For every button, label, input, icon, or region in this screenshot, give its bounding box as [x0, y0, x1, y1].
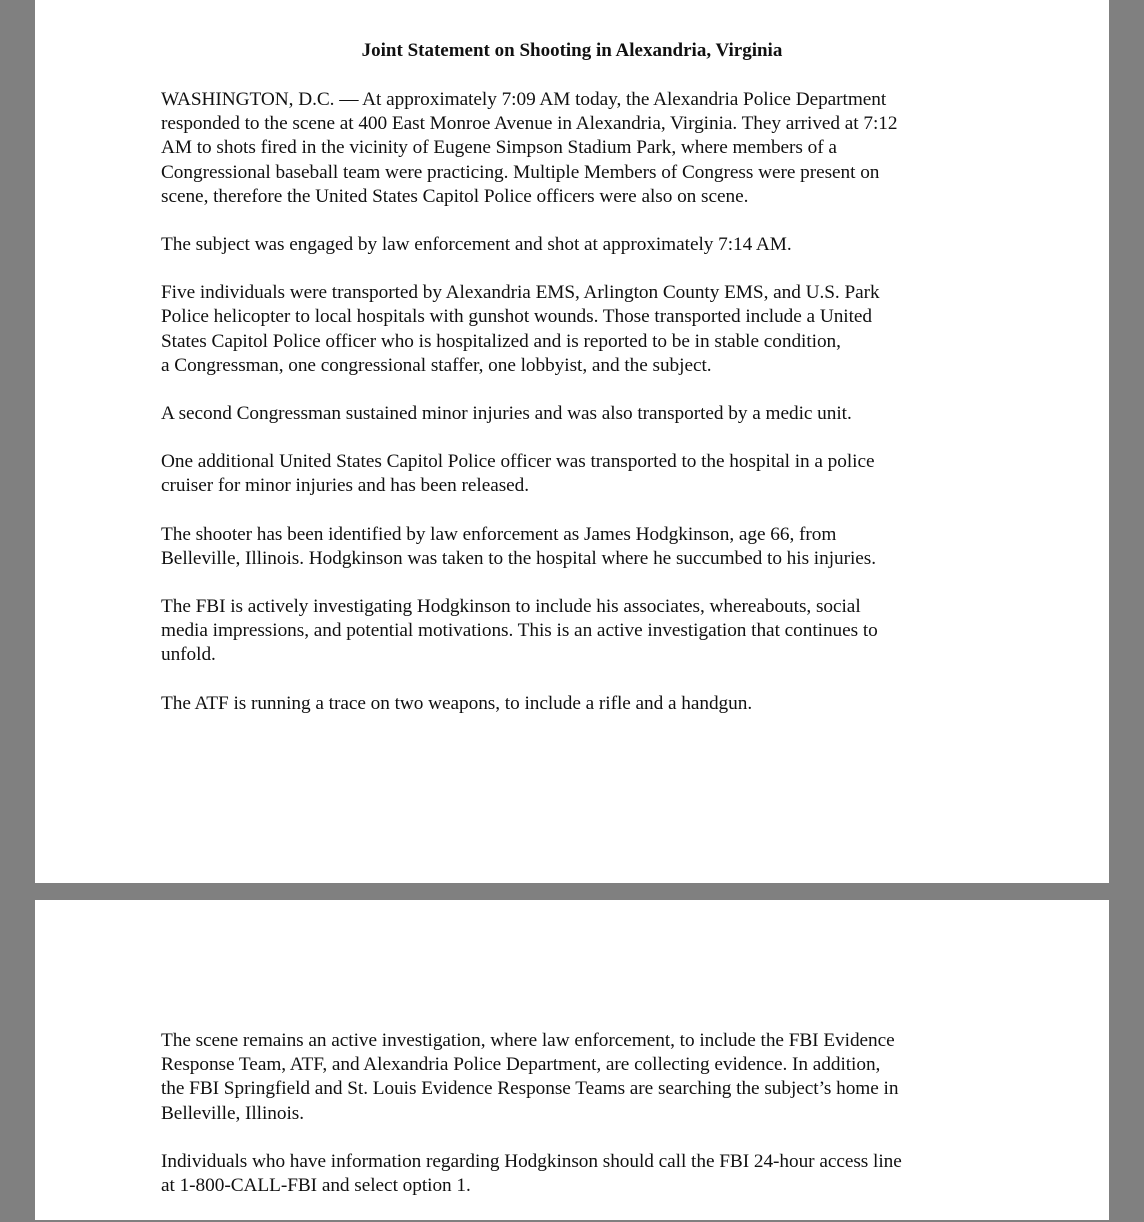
text-line: Response Team, ATF, and Alexandria Police Department, are collecting evidence. In addition, — [161, 1054, 881, 1076]
text-line: AM to shots fired in the vicinity of Eugene Simpson Stadium Park, where members of a — [161, 137, 837, 159]
paragraph-call-fbi — [161, 1150, 991, 1198]
text-line: Police helicopter to local hospitals with gunshot wounds. Those transported include a United — [161, 306, 873, 328]
text-line: States Capitol Police officer who is hospitalized and is reported to be in stable condition, — [161, 330, 841, 352]
text-line: Belleville, Illinois. Hodgkinson was taken to the hospital where he succumbed to his injuries. — [161, 547, 877, 569]
text-line: A second Congressman sustained minor injuries and was also transported by a medic unit. — [161, 403, 852, 425]
text-line: a Congressman, one congressional staffer, one lobbyist, and the subject. — [161, 354, 712, 376]
page-2-body — [161, 1029, 991, 1222]
text-line: Five individuals were transported by Alexandria EMS, Arlington County EMS, and U.S. Park — [161, 282, 880, 304]
document-title: Joint Statement on Shooting in Alexandria, Virginia — [361, 40, 783, 61]
text-line: scene, therefore the United States Capitol Police officers were also on scene. — [161, 185, 749, 207]
text-line: Individuals who have information regarding Hodgkinson should call the FBI 24-hour access line — [161, 1150, 902, 1172]
text-line: unfold. — [161, 644, 216, 666]
paragraph-transported — [161, 281, 991, 378]
document-page-2 — [35, 900, 1109, 1220]
paragraph-fbi-investigating — [161, 595, 991, 668]
text-line: media impressions, and potential motivations. This is an active investigation that continues to — [161, 620, 878, 642]
text-line: Belleville, Illinois. — [161, 1102, 305, 1124]
paragraph-scene-investigation — [161, 1029, 991, 1126]
text-line: The FBI is actively investigating Hodgkinson to include his associates, whereabouts, social — [161, 596, 861, 618]
text-line: WASHINGTON, D.C. — At approximately 7:09 AM today, the Alexandria Police Department — [161, 89, 887, 110]
text-line: One additional United States Capitol Police officer was transported to the hospital in a police — [161, 451, 875, 473]
text-line: at 1-800-CALL-FBI and select option 1. — [161, 1175, 471, 1197]
text-line: The shooter has been identified by law enforcement as James Hodgkinson, age 66, from — [161, 523, 837, 545]
document-page-1 — [35, 0, 1109, 883]
paragraph-intro — [161, 88, 991, 209]
text-line: the FBI Springfield and St. Louis Evidence Response Teams are searching the subject’s home in — [161, 1078, 899, 1100]
text-line: The ATF is running a trace on two weapons, to include a rifle and a handgun. — [161, 692, 753, 714]
text-line: cruiser for minor injuries and has been released. — [161, 475, 530, 497]
paragraph-subject-engaged — [161, 233, 991, 257]
text-line: responded to the scene at 400 East Monroe Avenue in Alexandria, Virginia. They arrived at 7:12 — [161, 113, 898, 135]
text-line: The scene remains an active investigation, where law enforcement, to include the FBI Evidence — [161, 1030, 895, 1051]
text-line: Congressional baseball team were practicing. Multiple Members of Congress were present on — [161, 161, 880, 183]
paragraph-additional-officer — [161, 450, 991, 498]
paragraph-shooter-identified — [161, 523, 991, 571]
paragraph-second-congressman — [161, 402, 991, 426]
text-line: The subject was engaged by law enforcement and shot at approximately 7:14 AM. — [161, 234, 792, 256]
paragraph-atf-trace — [161, 692, 991, 716]
page-1-body — [161, 88, 991, 740]
